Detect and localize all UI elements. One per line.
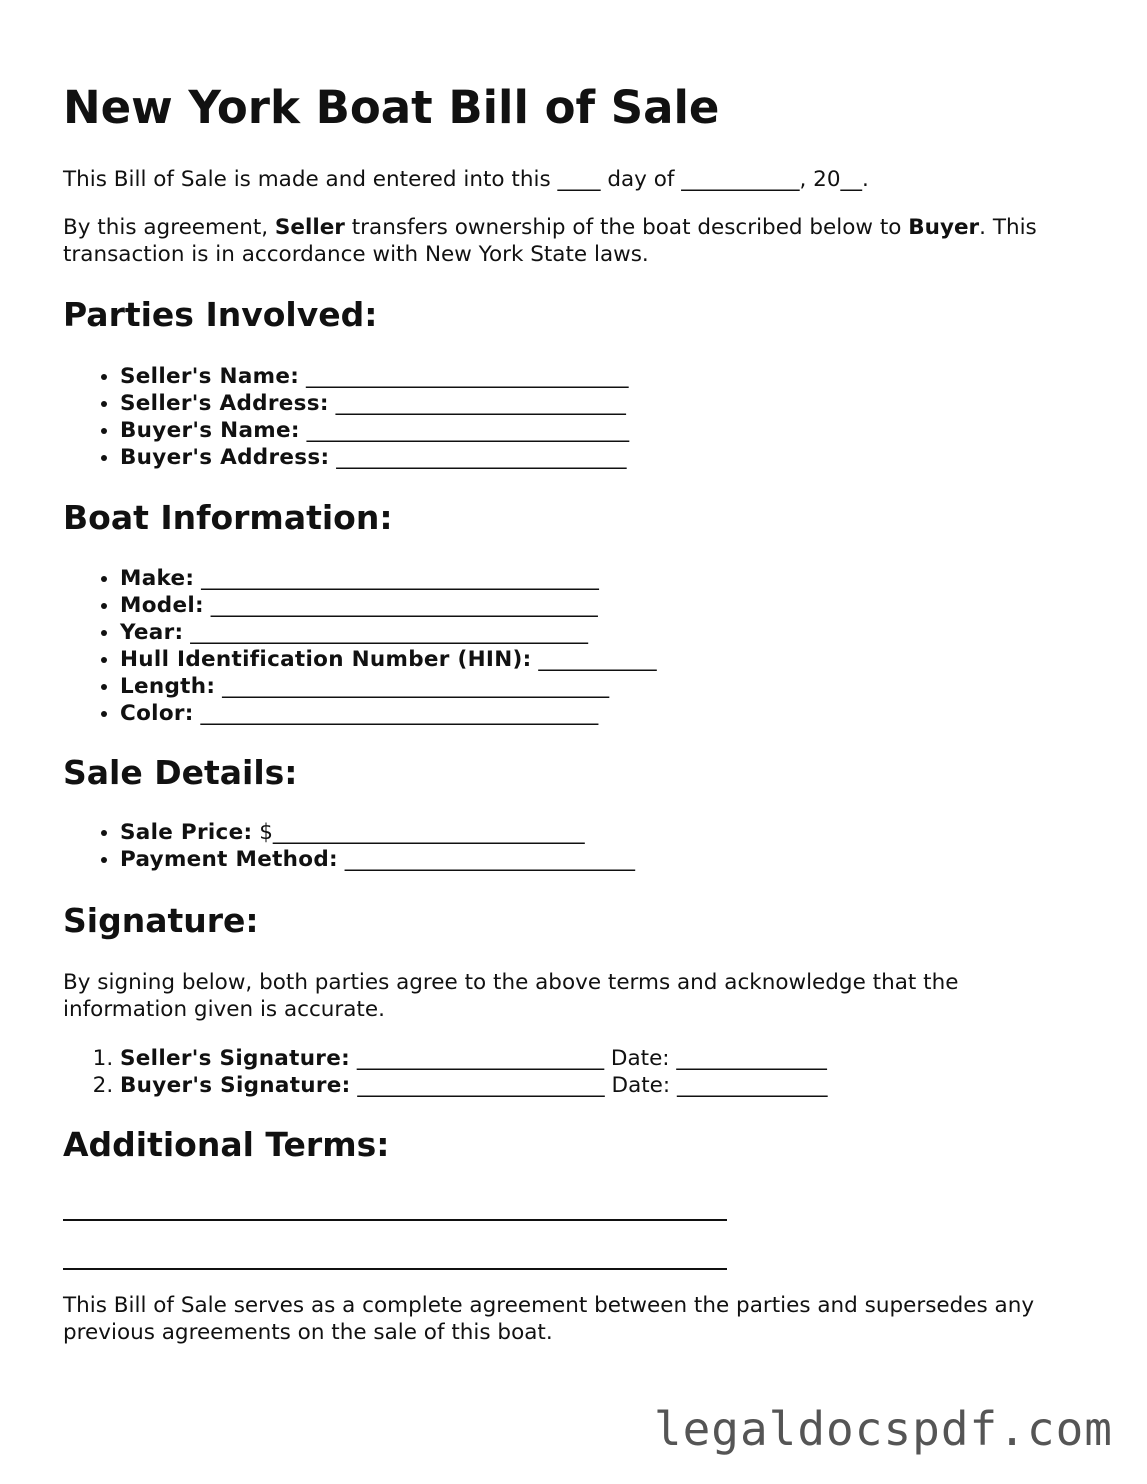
field-label: Model: xyxy=(120,593,204,618)
blank-line: ___________________________ xyxy=(329,445,627,470)
blank-line: _____________________________________ xyxy=(193,701,599,726)
agreement-paragraph xyxy=(63,214,1093,268)
field-label: Year: xyxy=(120,620,184,645)
blank-line: _______________________ Date: ______________ xyxy=(349,1046,827,1071)
blank-line: $_____________________________ xyxy=(252,820,585,845)
field-label: Buyer's Name: xyxy=(120,418,300,443)
field-label: Buyer's Address: xyxy=(120,445,330,470)
list-item xyxy=(120,565,657,592)
blank-line: ______________________________ xyxy=(299,418,630,443)
buyer-word: Buyer xyxy=(908,215,980,240)
boat-list xyxy=(63,565,657,727)
seller-word: Seller xyxy=(274,215,345,240)
list-item xyxy=(120,1072,827,1099)
blank-line: ____________________________________ xyxy=(203,593,598,618)
field-label: Make: xyxy=(120,566,195,591)
boat-heading: Boat Information: xyxy=(63,498,393,537)
date-line: This Bill of Sale is made and entered into this ____ day of ___________, 20__. xyxy=(63,167,869,192)
parties-list xyxy=(63,363,629,471)
blank-line: _______________________ Date: ______________ xyxy=(350,1073,828,1098)
field-label: Seller's Signature: xyxy=(120,1046,350,1071)
agreement-middle: transfers ownership of the boat described below to xyxy=(344,215,909,240)
field-label: Payment Method: xyxy=(120,847,338,872)
field-label: Hull Identification Number (HIN): xyxy=(120,647,532,672)
list-item xyxy=(120,417,629,444)
terms-line-2 xyxy=(63,1268,727,1270)
signature-list xyxy=(63,1045,827,1099)
closing-paragraph: This Bill of Sale serves as a complete agreement between the parties and supersedes any previous agreements on the sale of this boat. xyxy=(63,1293,1035,1345)
additional-heading: Additional Terms: xyxy=(63,1125,390,1164)
signature-heading: Signature: xyxy=(63,901,259,940)
blank-line: ____________________________________ xyxy=(215,674,610,699)
agreement-suffix: . This transaction is in accordance with New York State laws. xyxy=(63,215,1037,267)
field-label: Color: xyxy=(120,701,194,726)
list-item xyxy=(120,646,657,673)
blank-line: ___________ xyxy=(531,647,657,672)
field-label: Length: xyxy=(120,674,216,699)
list-item xyxy=(120,444,629,471)
list-item xyxy=(120,819,635,846)
field-label: Seller's Name: xyxy=(120,364,300,389)
list-item xyxy=(120,673,657,700)
list-item xyxy=(120,619,657,646)
field-label: Sale Price: xyxy=(120,820,253,845)
list-item xyxy=(120,1045,827,1072)
signature-text: By signing below, both parties agree to the above terms and acknowledge that the information given is accurate. xyxy=(63,970,959,1022)
parties-heading: Parties Involved: xyxy=(63,295,378,334)
field-label: Buyer's Signature: xyxy=(120,1073,351,1098)
agreement-prefix: By this agreement, xyxy=(63,215,275,240)
terms-line-1 xyxy=(63,1219,727,1221)
sale-list xyxy=(63,819,635,873)
document-title: New York Boat Bill of Sale xyxy=(63,81,720,134)
blank-line: _____________________________________ xyxy=(183,620,588,645)
list-item xyxy=(120,363,629,390)
list-item xyxy=(120,700,657,727)
sale-heading: Sale Details: xyxy=(63,753,298,792)
field-label: Seller's Address: xyxy=(120,391,329,416)
list-item xyxy=(120,390,629,417)
list-item xyxy=(120,592,657,619)
blank-line: ___________________________ xyxy=(337,847,636,872)
list-item xyxy=(120,846,635,873)
blank-line: ___________________________ xyxy=(328,391,626,416)
watermark: legaldocspdf.com xyxy=(653,1402,1113,1456)
blank-line: _____________________________________ xyxy=(194,566,599,591)
blank-line: ______________________________ xyxy=(299,364,629,389)
